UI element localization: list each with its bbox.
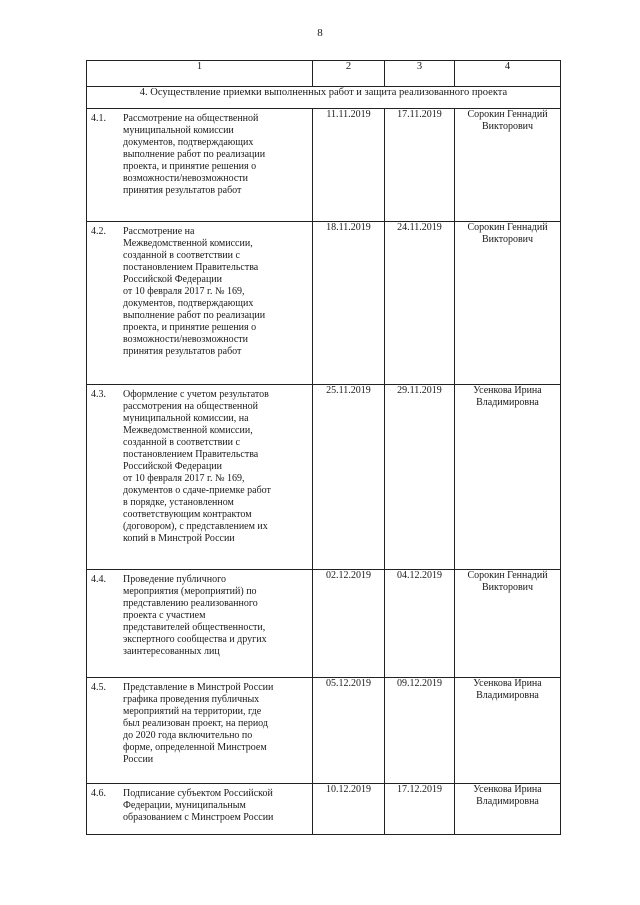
table-row <box>87 385 561 570</box>
end-date: 24.11.2019 <box>385 222 455 385</box>
row-number: 4.5. <box>91 682 106 693</box>
end-date: 09.12.2019 <box>385 678 455 784</box>
schedule-table <box>86 60 561 835</box>
header-cell-2: 2 <box>313 61 385 87</box>
section-title: 4. Осуществление приемки выполненных работ и защита реализованного проекта <box>87 87 561 109</box>
row-number: 4.3. <box>91 389 106 400</box>
start-date: 11.11.2019 <box>313 109 385 222</box>
end-date: 17.12.2019 <box>385 784 455 835</box>
page-number: 8 <box>317 27 323 39</box>
start-date: 10.12.2019 <box>313 784 385 835</box>
responsible-person: Сорокин Геннадий Викторович <box>455 222 561 385</box>
row-number: 4.6. <box>91 788 106 799</box>
header-cell-4: 4 <box>455 61 561 87</box>
table-row <box>87 109 561 222</box>
row-description: Проведение публичного мероприятия (мероприятий) по представлению реализованного проекта с участием представителей общественности, экспертного сообщества и других заинтересованных лиц <box>123 574 267 657</box>
end-date: 04.12.2019 <box>385 570 455 678</box>
responsible-person: Сорокин Геннадий Викторович <box>455 570 561 678</box>
header-cell-1: 1 <box>87 61 313 87</box>
row-description: Рассмотрение на Межведомственной комиссии, созданной в соответствии с постановлением Правительства Российской Федерации от 10 февраля 2017 г. № 169, документов, подтверждающих выполнение работ по реализации проекта, и принятие решения о возможности/невозможности принятия результатов работ <box>123 226 266 357</box>
section-row <box>87 87 561 109</box>
responsible-person: Усенкова Ирина Владимировна <box>455 678 561 784</box>
row-number: 4.4. <box>91 574 106 585</box>
row-description: Рассмотрение на общественной муниципальной комиссии документов, подтверждающих выполнение работ по реализации проекта, и принятие решения о возможности/невозможности принятия результатов работ <box>123 113 266 196</box>
start-date: 05.12.2019 <box>313 678 385 784</box>
header-cell-3: 3 <box>385 61 455 87</box>
table-row <box>87 222 561 385</box>
responsible-person: Усенкова Ирина Владимировна <box>455 784 561 835</box>
start-date: 18.11.2019 <box>313 222 385 385</box>
row-description: Оформление с учетом результатов рассмотрения на общественной муниципальной комиссии, на Межведомственной комиссии, созданной в соответствии с постановлением Правительства Российской Федерации от 10 февраля 2017 г. № 169, документов о сдаче-приемке работ в порядке, установленном соответствующим контрактом (договором), с представлением их копий в Минстрой России <box>123 389 271 544</box>
table-row <box>87 678 561 784</box>
end-date: 17.11.2019 <box>385 109 455 222</box>
end-date: 29.11.2019 <box>385 385 455 570</box>
table-row <box>87 570 561 678</box>
row-description: Подписание субъектом Российской Федерации, муниципальным образованием с Минстроем России <box>123 788 274 823</box>
responsible-person: Усенкова Ирина Владимировна <box>455 385 561 570</box>
start-date: 02.12.2019 <box>313 570 385 678</box>
row-number: 4.2. <box>91 226 106 237</box>
header-row <box>87 61 561 87</box>
row-number: 4.1. <box>91 113 106 124</box>
responsible-person: Сорокин Геннадий Викторович <box>455 109 561 222</box>
table-row <box>87 784 561 835</box>
row-description: Представление в Минстрой России графика проведения публичных мероприятий на территории, где был реализован проект, на период до 2020 года включительно по форме, определенной Минстроем России <box>123 682 274 765</box>
start-date: 25.11.2019 <box>313 385 385 570</box>
